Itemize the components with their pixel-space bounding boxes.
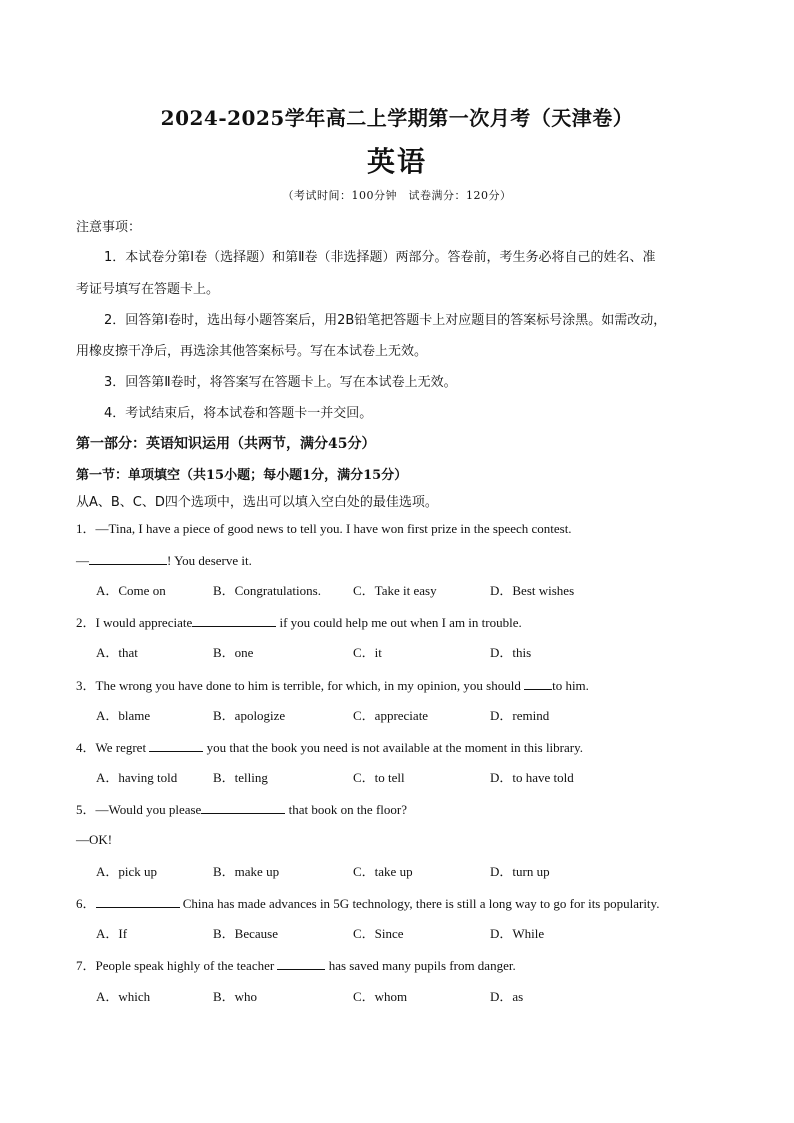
q6-post: China has made advances in 5G technology, there is still a long way to go for its popularity.	[179, 896, 660, 911]
q5-option-b[interactable]: B．make up	[213, 864, 280, 879]
q2-option-c[interactable]: C．it	[353, 645, 382, 660]
q5-option-a[interactable]: A．pick up	[96, 864, 158, 879]
question-5	[76, 801, 407, 818]
q4-option-d[interactable]: D．to have told	[490, 770, 574, 785]
answer-blank	[149, 739, 203, 752]
q4-post: you that the book you need is not available at the moment in this library.	[203, 740, 583, 755]
question-2	[76, 614, 522, 631]
q3-option-d[interactable]: D．remind	[490, 708, 550, 723]
answer-blank	[89, 552, 167, 565]
q1-option-b[interactable]: B．Congratulations.	[213, 583, 321, 598]
q2-option-b[interactable]: B．one	[213, 645, 254, 660]
exam-meta: （考试时间：100分钟 试卷满分：120分）	[282, 189, 512, 202]
question-4	[76, 739, 583, 756]
answer-blank	[192, 614, 276, 627]
q5-option-d[interactable]: D．turn up	[490, 864, 550, 879]
part1-heading: 第一部分：英语知识运用（共两节，满分45分）	[76, 436, 376, 452]
q1-option-a[interactable]: A．Come on	[96, 583, 166, 598]
q6-option-b[interactable]: B．Because	[213, 926, 278, 941]
subject-title: 英语	[366, 145, 427, 178]
q2-option-a[interactable]: A．that	[96, 645, 138, 660]
q3-option-b[interactable]: B．apologize	[213, 708, 286, 723]
section1-instruction: 从A、B、C、D四个选项中，选出可以填入空白处的最佳选项。	[76, 495, 438, 510]
q7-post: has saved many pupils from danger.	[325, 958, 516, 973]
answer-blank	[277, 957, 325, 970]
answer-blank	[201, 801, 285, 814]
notice-item-2a: 2．回答第Ⅰ卷时，选出每小题答案后，用2B铅笔把答题卡上对应题目的答案标号涂黑。如需改动，	[104, 313, 667, 328]
q6-option-c[interactable]: C．Since	[353, 926, 404, 941]
q5-pre: 5．—Would you please	[76, 802, 202, 817]
notice-item-1a: 1．本试卷分第Ⅰ卷（选择题）和第Ⅱ卷（非选择题）两部分。答卷前，考生务必将自己的姓名、准	[104, 250, 656, 265]
notice-item-3: 3．回答第Ⅱ卷时，将答案写在答题卡上。写在本试卷上无效。	[104, 375, 457, 390]
notice-item-1b: 考证号填写在答题卡上。	[76, 282, 220, 297]
question-5-reply: —OK!	[76, 832, 113, 847]
q7-option-a[interactable]: A．which	[96, 989, 151, 1004]
q2-post: if you could help me out when I am in trouble.	[276, 615, 522, 630]
question-1: 1．—Tina, I have a piece of good news to tell you. I have won first prize in the speech contest.	[76, 521, 572, 536]
question-1-reply	[76, 552, 252, 569]
question-3	[76, 677, 589, 694]
q4-pre: 4．We regret	[76, 740, 150, 755]
q6-option-a[interactable]: A．If	[96, 926, 128, 941]
q3-option-c[interactable]: C．appreciate	[353, 708, 429, 723]
notice-item-4: 4．考试结束后，将本试卷和答题卡一并交回。	[104, 406, 373, 421]
q2-pre: 2．I would appreciate	[76, 615, 193, 630]
q6-option-d[interactable]: D．While	[490, 926, 545, 941]
notice-item-2b: 用橡皮擦干净后，再选涂其他答案标号。写在本试卷上无效。	[76, 344, 428, 359]
q5-option-c[interactable]: C．take up	[353, 864, 413, 879]
q5-post: that book on the floor?	[285, 802, 407, 817]
q3-post: to him.	[552, 678, 589, 693]
q4-option-b[interactable]: B．telling	[213, 770, 268, 785]
answer-blank	[524, 677, 552, 690]
q6-pre: 6．	[76, 896, 96, 911]
q7-option-d[interactable]: D．as	[490, 989, 524, 1004]
q1-option-d[interactable]: D．Best wishes	[490, 583, 575, 598]
reply-rest: ! You deserve it.	[167, 553, 252, 568]
section1-heading: 第一节：单项填空（共15小题；每小题1分，满分15分）	[76, 468, 408, 483]
answer-blank	[96, 895, 180, 908]
q4-option-a[interactable]: A．having told	[96, 770, 178, 785]
question-7	[76, 957, 516, 974]
q7-option-b[interactable]: B．who	[213, 989, 258, 1004]
question-6	[76, 895, 659, 912]
q3-pre: 3．The wrong you have done to him is terrible, for which, in my opinion, you should	[76, 678, 525, 693]
q7-pre: 7．People speak highly of the teacher	[76, 958, 278, 973]
q4-option-c[interactable]: C．to tell	[353, 770, 405, 785]
q2-option-d[interactable]: D．this	[490, 645, 532, 660]
q3-option-a[interactable]: A．blame	[96, 708, 151, 723]
notice-heading: 注意事项：	[76, 220, 142, 235]
reply-dash: —	[76, 553, 89, 568]
q1-option-c[interactable]: C．Take it easy	[353, 583, 437, 598]
exam-title: 2024-2025学年高二上学期第一次月考（天津卷）	[160, 106, 634, 130]
q7-option-c[interactable]: C．whom	[353, 989, 408, 1004]
